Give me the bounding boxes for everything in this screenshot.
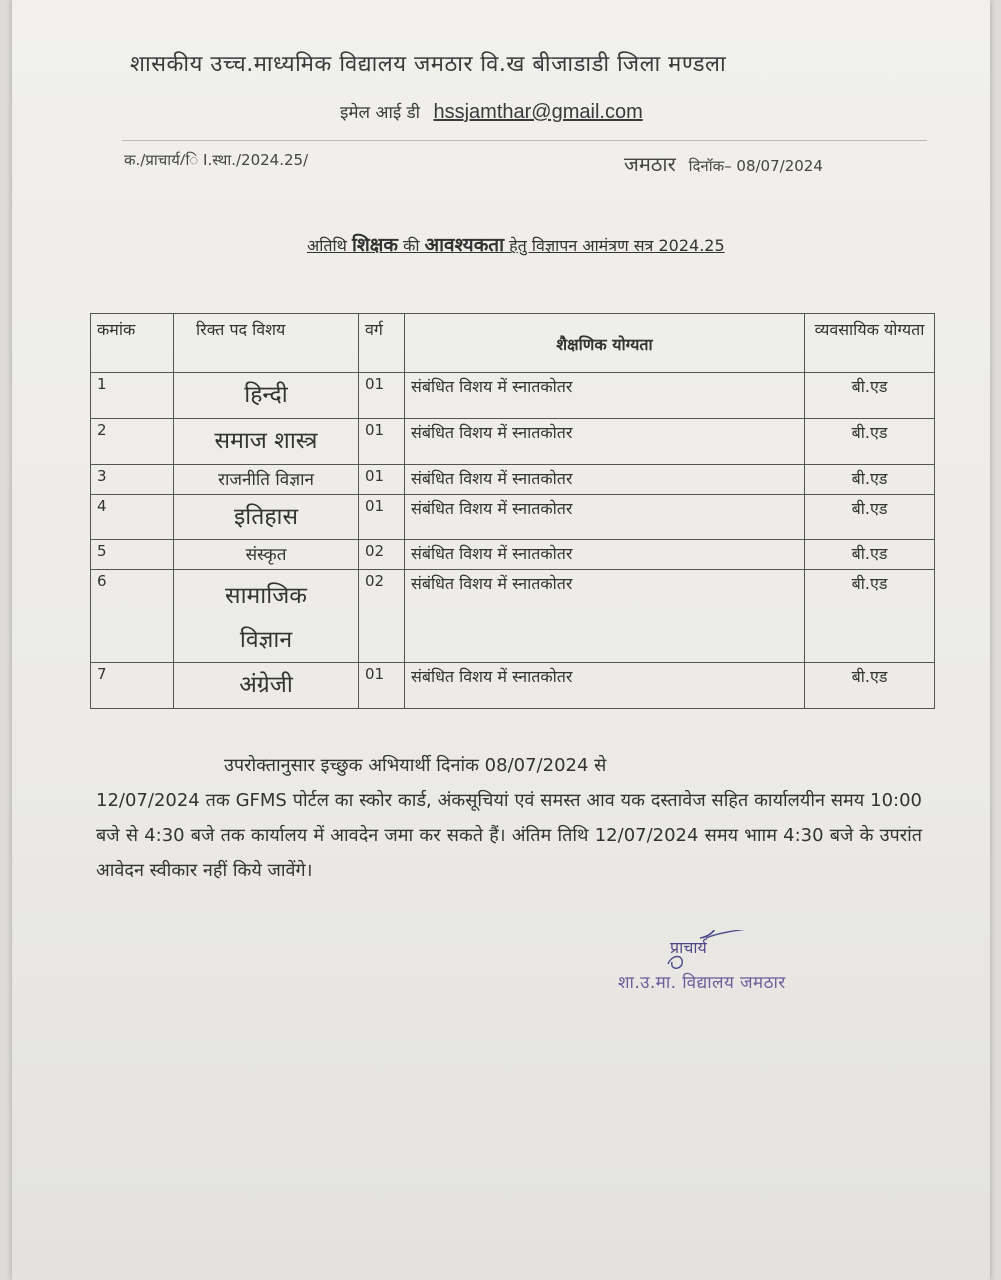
row-professional: बी.एड — [805, 570, 935, 663]
vacancy-table — [90, 313, 935, 709]
subject-line — [307, 231, 725, 257]
row-sno: 6 — [91, 570, 174, 663]
email-address: hssjamthar@gmail.com — [433, 101, 643, 123]
row-professional: बी.एड — [805, 373, 935, 419]
row-subject: सामाजिक विज्ञान — [174, 570, 359, 663]
email-line — [340, 100, 643, 124]
row-professional: बी.एड — [805, 465, 935, 495]
row-grade: 02 — [359, 570, 405, 663]
row-qualification: संबंधित विशय में स्नातकोतर — [405, 663, 805, 709]
notice-paragraph — [96, 748, 922, 888]
header-subject: रिक्त पद विशय — [174, 314, 359, 373]
table-header-row — [91, 314, 935, 373]
header-sno: कमांक — [91, 314, 174, 373]
table-row — [91, 540, 935, 570]
row-qualification: संबंधित विशय में स्नातकोतर — [405, 570, 805, 663]
row-sno: 7 — [91, 663, 174, 709]
header-professional: व्यवसायिक योग्यता — [805, 314, 935, 373]
subject-text-2: की — [398, 236, 425, 255]
row-subject: राजनीति विज्ञान — [174, 465, 359, 495]
header-divider — [122, 140, 927, 141]
email-label: इमेल आई डी — [340, 103, 421, 123]
subject-bold-requirement: आवश्यकता — [424, 234, 505, 256]
row-subject: समाज शास्त्र — [174, 419, 359, 465]
table-row — [91, 465, 935, 495]
row-sno: 3 — [91, 465, 174, 495]
row-professional: बी.एड — [805, 663, 935, 709]
table-row — [91, 373, 935, 419]
stamp-school-name: शा.उ.मा. विद्यालय जमठार — [618, 973, 786, 993]
school-name-heading: शासकीय उच्च.माध्यमिक विद्यालय जमठार वि.ख बीजाडाडी जिला मण्डला — [130, 52, 727, 77]
row-grade: 01 — [359, 465, 405, 495]
table-row — [91, 570, 935, 663]
table-row — [91, 419, 935, 465]
row-qualification: संबंधित विशय में स्नातकोतर — [405, 465, 805, 495]
row-qualification: संबंधित विशय में स्नातकोतर — [405, 495, 805, 540]
header-grade: वर्ग — [359, 314, 405, 373]
row-sno: 1 — [91, 373, 174, 419]
table-row — [91, 495, 935, 540]
notice-body: 12/07/2024 तक GFMS पोर्टल का स्कोर कार्ड, अंकसूचियां एवं समस्त आव यक दस्तावेज सहित कार्यालयीन समय 10:00 बजे से 4:30 बजे तक कार्यालय में आवदेन जमा कर सकते हैं। अंतिम तिथि 12/07/2024 समय भााम 4:30 बजे के उपरांत आवेदन स्वीकार नहीं किये जावेंगे। — [96, 790, 922, 881]
signature-designation: प्राचार्य — [670, 938, 707, 957]
table-row — [91, 663, 935, 709]
row-subject: संस्कृत — [174, 540, 359, 570]
row-sno: 5 — [91, 540, 174, 570]
row-professional: बी.एड — [805, 540, 935, 570]
row-sno: 4 — [91, 495, 174, 540]
subject-text-3: हेतु विज्ञापन आमंत्रण सत्र 2024.25 — [504, 236, 725, 255]
row-grade: 01 — [359, 373, 405, 419]
row-subject: अंग्रेजी — [174, 663, 359, 709]
row-grade: 01 — [359, 663, 405, 709]
row-qualification: संबंधित विशय में स्नातकोतर — [405, 373, 805, 419]
row-qualification: संबंधित विशय में स्नातकोतर — [405, 419, 805, 465]
row-subject: हिन्दी — [174, 373, 359, 419]
row-qualification: संबंधित विशय में स्नातकोतर — [405, 540, 805, 570]
row-grade: 01 — [359, 495, 405, 540]
row-professional: बी.एड — [805, 419, 935, 465]
letter-date: दिनॉक– 08/07/2024 — [688, 157, 823, 175]
subject-bold-teacher: शिक्षक — [351, 234, 399, 256]
row-grade: 01 — [359, 419, 405, 465]
subject-text-1: अतिथि — [307, 236, 352, 255]
reference-number: क./प्राचार्य/ि I.स्था./2024.25/ — [124, 151, 309, 169]
row-professional: बी.एड — [805, 495, 935, 540]
header-qualification: शैक्षणिक योग्यता — [405, 314, 805, 373]
notice-first-line: उपरोक्तानुसार इच्छुक अभियार्थी दिनांक 08/07/2024 से — [224, 755, 607, 776]
place-name: जमठार — [624, 152, 676, 176]
row-subject: इतिहास — [174, 495, 359, 540]
row-sno: 2 — [91, 419, 174, 465]
place-and-date — [624, 150, 823, 177]
row-grade: 02 — [359, 540, 405, 570]
